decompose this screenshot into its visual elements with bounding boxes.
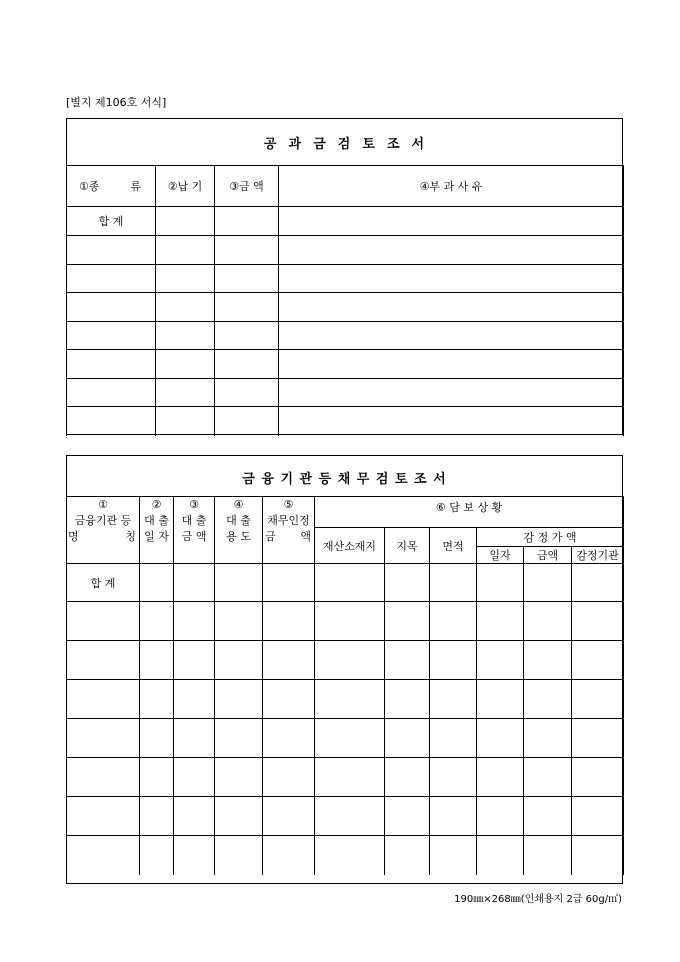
table-cell[interactable] (67, 758, 140, 797)
table-cell[interactable] (430, 641, 477, 680)
table-cell[interactable] (174, 758, 215, 797)
header-loan-purpose-num: ④ (215, 497, 263, 512)
table-cell[interactable] (215, 719, 263, 758)
table-cell[interactable] (215, 564, 263, 602)
table-cell[interactable] (215, 797, 263, 836)
header-debt-amount-num: ⑤ (263, 497, 315, 512)
table-cell[interactable] (174, 797, 215, 836)
table-cell[interactable] (279, 379, 624, 407)
table-cell[interactable] (279, 236, 624, 265)
table-cell[interactable] (215, 680, 263, 719)
table-cell[interactable] (263, 836, 315, 875)
table-row (67, 322, 624, 350)
table-cell[interactable] (156, 379, 215, 407)
table-cell[interactable] (385, 836, 430, 875)
table-cell[interactable] (385, 564, 430, 602)
table-cell[interactable] (385, 641, 430, 680)
table-cell[interactable] (67, 680, 140, 719)
header-type: ①종 류 (67, 166, 156, 207)
form-label: [별지 제106호 서식] (66, 96, 167, 109)
header-institution-name: 명 칭 (67, 528, 140, 564)
table-cell[interactable] (263, 680, 315, 719)
table-cell[interactable] (430, 602, 477, 641)
table-cell[interactable] (315, 641, 385, 680)
table-cell[interactable] (315, 602, 385, 641)
table-cell[interactable] (279, 407, 624, 436)
table-row (67, 407, 624, 436)
header-appraisal-value: 감 정 가 액 (477, 528, 624, 547)
header-loan-date-line: 대 출 (140, 512, 174, 528)
table-cell[interactable] (524, 680, 572, 719)
header-area: 면적 (430, 528, 477, 564)
table-cell[interactable] (140, 836, 174, 875)
table-cell[interactable] (477, 797, 524, 836)
table-cell[interactable] (215, 407, 279, 436)
table-cell[interactable] (215, 207, 279, 236)
table2-total-row (67, 564, 624, 602)
header-reason: ④부 과 사 유 (279, 166, 624, 207)
table-cell[interactable] (174, 836, 215, 875)
table-cell[interactable] (140, 797, 174, 836)
header-collateral: ⑥ 담 보 상 황 (315, 497, 624, 528)
table-cell[interactable] (215, 322, 279, 350)
table-cell[interactable] (263, 758, 315, 797)
table-cell[interactable] (67, 322, 156, 350)
table-cell[interactable] (67, 797, 140, 836)
table-cell[interactable] (315, 719, 385, 758)
table-cell[interactable] (524, 797, 572, 836)
header-institution-line: 금융기관 등 (67, 512, 140, 528)
table-cell[interactable] (385, 758, 430, 797)
table-row (67, 602, 624, 641)
table-cell[interactable] (174, 680, 215, 719)
table-cell[interactable] (572, 836, 624, 875)
table-row (67, 836, 624, 875)
table-cell[interactable] (156, 265, 215, 293)
table-cell[interactable] (215, 350, 279, 379)
table-cell[interactable] (524, 641, 572, 680)
table1-total-row (67, 207, 624, 236)
total-label: 합 계 (67, 564, 140, 602)
table-cell[interactable] (572, 758, 624, 797)
header-property-location: 재산소재지 (315, 528, 385, 564)
table-cell[interactable] (572, 680, 624, 719)
table-cell[interactable] (140, 641, 174, 680)
table-cell[interactable] (477, 719, 524, 758)
table-cell[interactable] (67, 293, 156, 322)
table-row (67, 236, 624, 265)
table-cell[interactable] (477, 641, 524, 680)
header-loan-amount-line: 대 출 (174, 512, 215, 528)
header-appraisal-agency: 감정기관 (572, 547, 624, 564)
table-cell[interactable] (140, 680, 174, 719)
table-cell[interactable] (430, 680, 477, 719)
table-cell[interactable] (263, 641, 315, 680)
table-cell[interactable] (572, 564, 624, 602)
table-cell[interactable] (385, 680, 430, 719)
total-label: 합 계 (67, 207, 156, 236)
table-cell[interactable] (67, 350, 156, 379)
table2-header-row (67, 497, 624, 512)
table-cell[interactable] (430, 758, 477, 797)
table-cell[interactable] (430, 836, 477, 875)
table-cell[interactable] (67, 719, 140, 758)
table-cell[interactable] (67, 836, 140, 875)
table-cell[interactable] (215, 641, 263, 680)
table2-header-row (67, 528, 624, 547)
header-appraisal-amount: 금액 (524, 547, 572, 564)
table-cell[interactable] (315, 797, 385, 836)
table-cell[interactable] (430, 797, 477, 836)
public-charges-review-form (66, 118, 623, 435)
header-institution-num: ① (67, 497, 140, 512)
table-cell[interactable] (477, 602, 524, 641)
table-cell[interactable] (263, 602, 315, 641)
table-cell[interactable] (572, 602, 624, 641)
public-charges-table (66, 165, 624, 436)
table-cell[interactable] (263, 564, 315, 602)
table-cell[interactable] (315, 758, 385, 797)
table-cell[interactable] (263, 719, 315, 758)
table-cell[interactable] (215, 602, 263, 641)
header-appraisal-date: 일자 (477, 547, 524, 564)
header-debt-amount: 금 액 (263, 528, 315, 564)
table-cell[interactable] (315, 564, 385, 602)
table-cell[interactable] (156, 407, 215, 436)
table-row (67, 350, 624, 379)
table-cell[interactable] (67, 236, 156, 265)
table-cell[interactable] (215, 293, 279, 322)
header-loan-amount: 금 액 (174, 528, 215, 564)
table-cell[interactable] (524, 758, 572, 797)
table-cell[interactable] (524, 719, 572, 758)
table-cell[interactable] (385, 797, 430, 836)
table-row (67, 641, 624, 680)
table-cell[interactable] (140, 758, 174, 797)
table-cell[interactable] (524, 602, 572, 641)
header-debt-amount-line: 채무인정 (263, 512, 315, 528)
table-cell[interactable] (156, 293, 215, 322)
table-row (67, 265, 624, 293)
paper-spec-footnote: 190㎜×268㎜(인쇄용지 2급 60g/㎡) (454, 894, 622, 905)
table-cell[interactable] (215, 836, 263, 875)
table-cell[interactable] (315, 680, 385, 719)
table2-title: 금 융 기 관 등 채 무 검 토 조 서 (242, 472, 447, 487)
table-cell[interactable] (174, 641, 215, 680)
header-amount: ③금 액 (215, 166, 279, 207)
table-cell[interactable] (477, 758, 524, 797)
table-cell[interactable] (477, 680, 524, 719)
table-cell[interactable] (263, 797, 315, 836)
table-cell[interactable] (315, 836, 385, 875)
financial-debt-table (66, 496, 624, 875)
table-row (67, 293, 624, 322)
table-cell[interactable] (430, 564, 477, 602)
table-row (67, 379, 624, 407)
table-cell[interactable] (524, 564, 572, 602)
header-loan-date: 일 자 (140, 528, 174, 564)
table-cell[interactable] (477, 836, 524, 875)
table-cell[interactable] (215, 236, 279, 265)
table-cell[interactable] (385, 602, 430, 641)
header-loan-purpose-line: 대 출 (215, 512, 263, 528)
table-cell[interactable] (279, 293, 624, 322)
table-cell[interactable] (430, 719, 477, 758)
table-cell[interactable] (67, 379, 156, 407)
financial-debt-review-form (66, 455, 623, 884)
table-cell[interactable] (67, 641, 140, 680)
table1-title: 공 과 금 검 토 조 서 (263, 137, 426, 152)
header-loan-date-num: ② (140, 497, 174, 512)
table-cell[interactable] (174, 564, 215, 602)
table-cell[interactable] (156, 207, 215, 236)
table-cell[interactable] (140, 564, 174, 602)
table-cell[interactable] (174, 602, 215, 641)
table-cell[interactable] (572, 797, 624, 836)
table-cell[interactable] (215, 265, 279, 293)
table-cell[interactable] (572, 719, 624, 758)
table-cell[interactable] (385, 719, 430, 758)
table-cell[interactable] (140, 602, 174, 641)
table-row (67, 719, 624, 758)
table-cell[interactable] (156, 236, 215, 265)
header-due-date: ②납 기 (156, 166, 215, 207)
header-loan-purpose: 용 도 (215, 528, 263, 564)
table-cell[interactable] (140, 719, 174, 758)
table-cell[interactable] (524, 836, 572, 875)
table-cell[interactable] (156, 322, 215, 350)
table-cell[interactable] (67, 602, 140, 641)
header-land-category: 지목 (385, 528, 430, 564)
table-cell[interactable] (477, 564, 524, 602)
table-cell[interactable] (279, 322, 624, 350)
table-row (67, 680, 624, 719)
table-cell[interactable] (215, 379, 279, 407)
table-cell[interactable] (279, 265, 624, 293)
table-cell[interactable] (279, 207, 624, 236)
table-cell[interactable] (67, 265, 156, 293)
table-row (67, 758, 624, 797)
table-cell[interactable] (279, 350, 624, 379)
table-cell[interactable] (156, 350, 215, 379)
table-cell[interactable] (215, 758, 263, 797)
table-row (67, 797, 624, 836)
table-cell[interactable] (572, 641, 624, 680)
table-cell[interactable] (67, 407, 156, 436)
table1-header-row (67, 166, 624, 207)
table-cell[interactable] (174, 719, 215, 758)
header-loan-amount-num: ③ (174, 497, 215, 512)
